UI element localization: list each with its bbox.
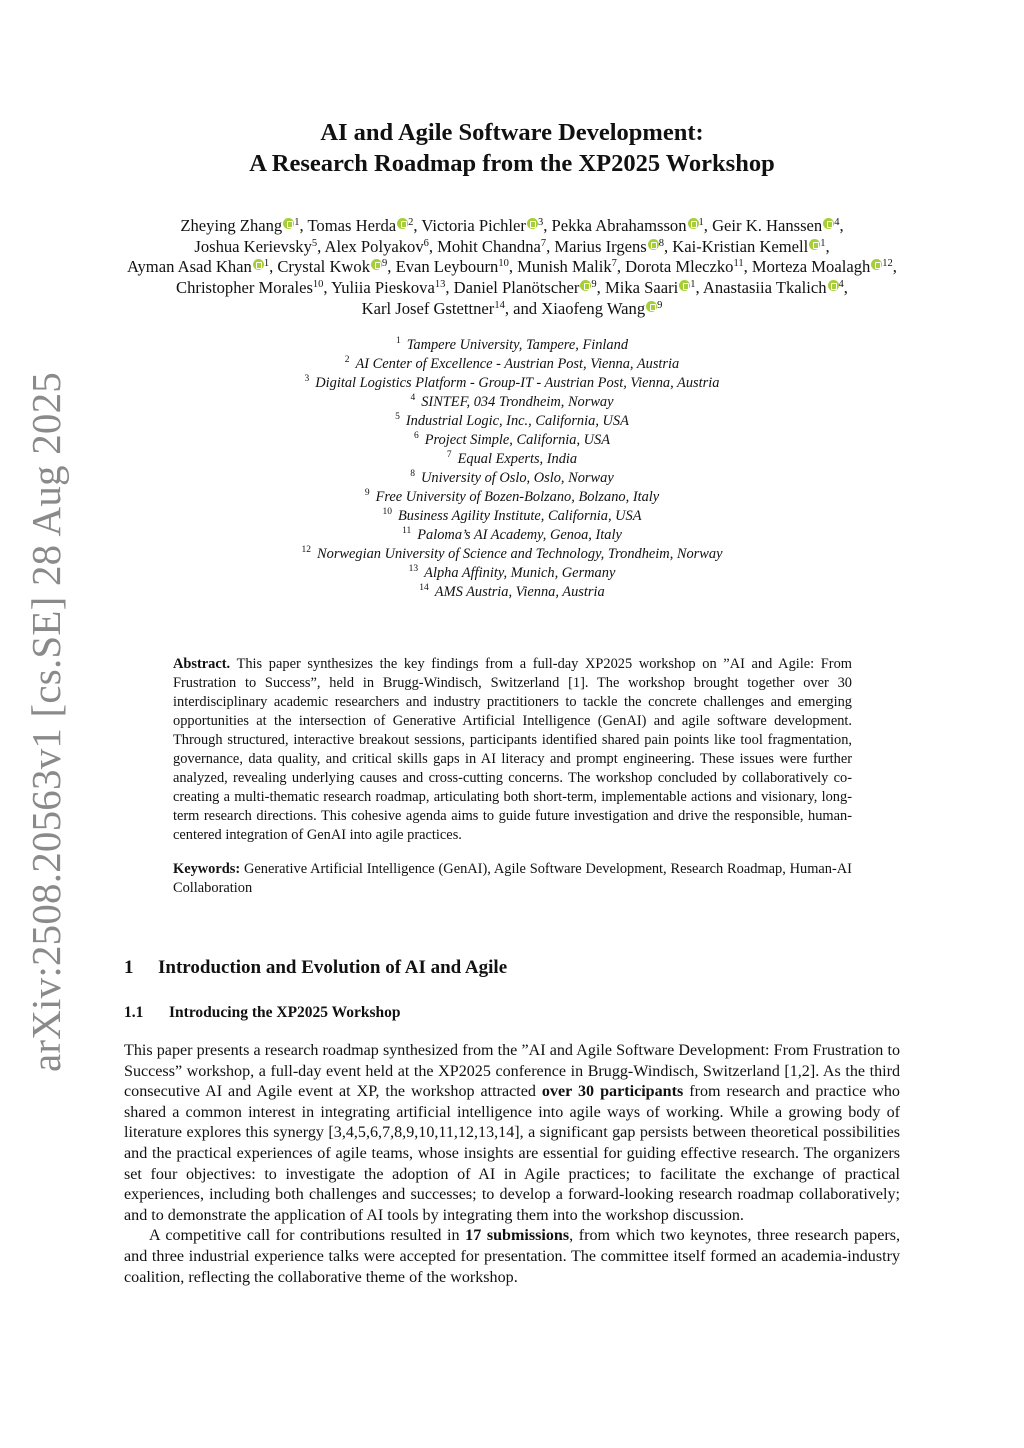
paragraph: This paper presents a research roadmap synthesized from the ”AI and Agile Software Development: From Frustration to Success” workshop, a full-day event held at the XP2025 conference in Brugg-Windisch, Switzerland [1,2]. As the third consecutive AI and Agile event at XP, the workshop attracted over 30 participants from research and practice who shared a common interest in integrating artificial intelligence into agile ways of working. While a growing body of literature explores this synergy [3,4,5,6,7,8,9,10,11,12,13,14], a significant gap persists between theoretical possibilities and the practical experiences of agile teams, whose insights are essential for guiding effective research. The organizers set four objectives: to investigate the adoption of AI in Agile practices; to facilitate the exchange of practical experiences, including both challenges and successes; to develop a forward-looking research roadmap collaboratively; and to demonstrate the application of AI tools by integrating them into the workshop discussion. bbox=[124, 1042, 900, 1224]
orcid-icon[interactable] bbox=[397, 218, 408, 229]
section-heading bbox=[124, 957, 507, 979]
paper-title bbox=[124, 117, 900, 179]
affiliation: $^1$ Tampere University, Tampere, Finland bbox=[395, 336, 629, 353]
affiliation: $^2$ AI Center of Excellence - Austrian Post, Vienna, Austria bbox=[344, 355, 680, 372]
author-line: Zheying Zhang $^1$, Tomas Herda $^2$, Victoria Pichler $^3$, Pekka Abrahamsson $^1$, Geir K. Hanssen $^4$, bbox=[180, 216, 844, 235]
author-line: Karl Josef Gstettner$^{14}$, and Xiaofeng Wang $^9$ bbox=[361, 298, 663, 318]
author: Geir K. Hanssen $^4$ bbox=[712, 216, 840, 235]
author: Dorota Mleczko$^{11}$ bbox=[625, 257, 744, 277]
affiliation: $^{13}$ Alpha Affinity, Munich, Germany bbox=[408, 564, 616, 581]
author: Christopher Morales$^{10}$ bbox=[176, 278, 324, 298]
abstract-block bbox=[173, 655, 852, 898]
author: Karl Josef Gstettner$^{14}$ bbox=[361, 298, 505, 318]
author: Marius Irgens $^8$ bbox=[554, 236, 664, 256]
body-text bbox=[124, 1041, 900, 1288]
keywords-label: Keywords: bbox=[173, 861, 241, 877]
author: Evan Leybourn$^{10}$ bbox=[395, 257, 509, 277]
author: Yuliia Pieskova$^{13}$ bbox=[331, 278, 446, 298]
subsection-title: Introducing the XP2025 Workshop bbox=[169, 1004, 401, 1021]
keywords bbox=[173, 860, 852, 898]
orcid-icon[interactable] bbox=[371, 259, 382, 270]
orcid-icon[interactable] bbox=[809, 239, 820, 250]
abstract-text: This paper synthesizes the key findings from a full-day XP2025 workshop on ”AI and Agile: From Frustration to Success”, held in Brugg-Windisch, Switzerland [1]. The workshop brought together over 30 interdisciplinary academic researchers and industry practitioners to tackle the concrete challenges and emerging opportunities at the intersection of Generative Artificial Intelligence (GenAI) and agile software development. Through structured, interactive breakout sessions, participants identified shared pain points like tool fragmentation, governance, data quality, and critical skills gaps in AI literacy and prompt engineering. These issues were further analyzed, revealing underlying causes and cross-cutting concerns. The workshop concluded by collaboratively co-creating a multi-thematic research roadmap, articulating both short-term, implementable actions and visionary, long-term research directions. This cohesive agenda aims to guide future investigation and drive the responsible, human-centered integration of GenAI into agile practices. bbox=[173, 656, 852, 843]
author: Victoria Pichler $^3$ bbox=[421, 216, 544, 235]
author-line: Christopher Morales$^{10}$, Yuliia Pieskova$^{13}$, Daniel Planötscher $^9$, Mika Saari $^1$, Anastasiia Tkalich $^4$, bbox=[176, 278, 848, 298]
affiliation: $^{12}$ Norwegian University of Science and Technology, Trondheim, Norway bbox=[301, 545, 723, 562]
author-and: and bbox=[513, 298, 538, 318]
author: Crystal Kwok $^9$ bbox=[277, 257, 388, 277]
author: Mika Saari $^1$ bbox=[604, 278, 696, 298]
author: Xiaofeng Wang $^9$ bbox=[541, 298, 663, 318]
author: Munish Malik$^7$ bbox=[517, 257, 617, 277]
abstract-label: Abstract. bbox=[173, 656, 231, 672]
author: Ayman Asad Khan $^1$ bbox=[127, 257, 270, 277]
orcid-icon[interactable] bbox=[871, 259, 882, 270]
author: Anastasiia Tkalich $^4$ bbox=[702, 278, 844, 298]
affiliation: $^4$ SINTEF, 034 Trondheim, Norway bbox=[410, 393, 614, 410]
subsection-heading bbox=[124, 1004, 401, 1022]
author: Morteza Moalagh $^{12}$ bbox=[751, 257, 893, 277]
orcid-icon[interactable] bbox=[580, 280, 591, 291]
author-list bbox=[118, 216, 906, 320]
orcid-icon[interactable] bbox=[688, 218, 699, 229]
arxiv-stamp-text: arXiv:2508.20563v1 [cs.SE] 28 Aug 2025 bbox=[23, 372, 69, 1072]
affiliation: $^{10}$ Business Agility Institute, California, USA bbox=[382, 507, 642, 524]
author: Mohit Chandna$^7$ bbox=[437, 236, 547, 256]
author: Alex Polyakov$^6$ bbox=[324, 236, 429, 256]
author-line: Ayman Asad Khan $^1$, Crystal Kwok $^9$, Evan Leybourn$^{10}$, Munish Malik$^7$, Dorota Mleczko$^{11}$, Morteza Moalagh $^{12}$, bbox=[127, 257, 897, 277]
author: Daniel Planötscher $^9$ bbox=[453, 278, 597, 298]
orcid-icon[interactable] bbox=[679, 280, 690, 291]
affiliation: $^{11}$ Paloma’s AI Academy, Genoa, Italy bbox=[402, 526, 622, 543]
section-number: 1 bbox=[124, 957, 134, 978]
orcid-icon[interactable] bbox=[527, 218, 538, 229]
affiliation: $^6$ Project Simple, California, USA bbox=[413, 431, 611, 448]
author: Kai-Kristian Kemell $^1$ bbox=[672, 236, 826, 256]
title-line-1: AI and Agile Software Development: bbox=[320, 119, 704, 146]
orcid-icon[interactable] bbox=[283, 218, 294, 229]
title-line-2: A Research Roadmap from the XP2025 Workshop bbox=[249, 150, 775, 177]
author: Joshua Kerievsky$^5$ bbox=[194, 236, 318, 256]
author: Pekka Abrahamsson $^1$ bbox=[551, 216, 704, 235]
orcid-icon[interactable] bbox=[828, 280, 839, 291]
affiliation: $^9$ Free University of Bozen-Bolzano, Bolzano, Italy bbox=[364, 488, 660, 505]
affiliation: $^{14}$ AMS Austria, Vienna, Austria bbox=[419, 583, 605, 600]
keywords-text: Generative Artificial Intelligence (GenAI), Agile Software Development, Research Roadmap, Human-AI Collaboration bbox=[173, 861, 852, 896]
orcid-icon[interactable] bbox=[823, 218, 834, 229]
affiliation: $^5$ Industrial Logic, Inc., California, USA bbox=[395, 412, 629, 429]
affiliation: $^7$ Equal Experts, India bbox=[446, 450, 578, 467]
affiliation-list bbox=[120, 336, 904, 602]
abstract bbox=[173, 655, 852, 845]
paragraph: A competitive call for contributions resulted in 17 submissions, from which two keynotes, three research papers, and three industrial experience talks were accepted for presentation. The committee itself formed an academia-industry coalition, reflecting the collaborative theme of the workshop. bbox=[124, 1227, 900, 1286]
orcid-icon[interactable] bbox=[648, 239, 659, 250]
orcid-icon[interactable] bbox=[253, 259, 264, 270]
affiliation: $^8$ University of Oslo, Oslo, Norway bbox=[410, 469, 614, 486]
author-line: Joshua Kerievsky$^5$, Alex Polyakov$^6$, Mohit Chandna$^7$, Marius Irgens $^8$, Kai-Kristian Kemell $^1$, bbox=[194, 236, 830, 256]
subsection-number: 1.1 bbox=[124, 1004, 144, 1021]
author: Zheying Zhang $^1$ bbox=[180, 216, 300, 235]
section-title: Introduction and Evolution of AI and Agile bbox=[158, 957, 508, 978]
affiliation: $^3$ Digital Logistics Platform - Group-IT - Austrian Post, Vienna, Austria bbox=[304, 374, 720, 391]
author: Tomas Herda $^2$ bbox=[307, 216, 414, 235]
orcid-icon[interactable] bbox=[646, 301, 657, 312]
